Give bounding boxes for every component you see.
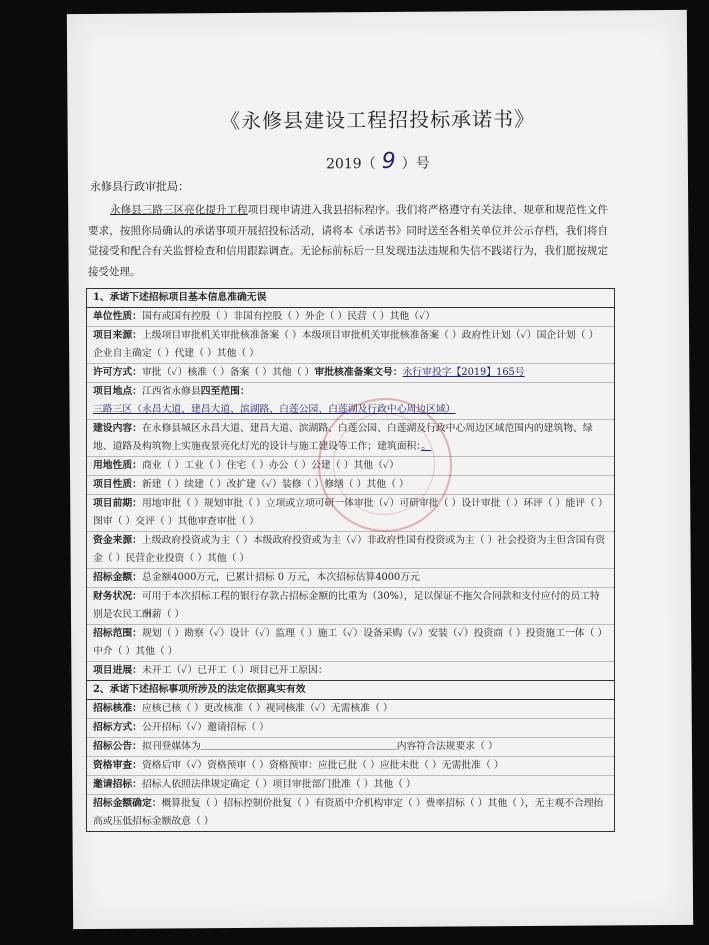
table-row: [87, 476, 614, 495]
table-row: [87, 364, 614, 383]
row-value: 规划（ ）勘察（✓）设计（✓）监理（ ）施工（✓）设备采购（✓）安装（✓）投资商（ ）投资施工一体（ ）中介（ ）其他（ ）: [93, 628, 608, 657]
table-row: [87, 383, 614, 420]
row-value: 审批（✓）核准（ ）备案（ ）其他（ ）: [141, 367, 315, 378]
row-key: 招标金额：: [93, 572, 142, 583]
row-key: 项目前期：: [93, 498, 142, 509]
table-row: [87, 327, 614, 364]
row-key-2: 四至范围：: [200, 386, 250, 397]
row-key: 建设内容：: [93, 423, 142, 434]
row-key: 项目性质：: [93, 479, 142, 490]
row-value: 在永修县城区永昌大道、建昌大道、滨湖路、白莲公园、白莲湖及行政中心周边区域范围内的建筑物、绿地、道路及构筑物上实施夜景亮化灯光的设计与施工建设等工作；建筑面积：: [93, 423, 593, 452]
row-value: 用地审批（ ）规划审批（ ）立项或立项可研一体审批（✓）可研审批（ ）设计审批（ ）环评（ ）能评（ ）图审（ ）交评（ ）其他审查审批（ ）: [93, 498, 608, 527]
project-name: 永修县三路三区亮化提升工程: [110, 204, 248, 216]
commitment-table: [86, 288, 615, 832]
addressee: 永修县行政审批局：: [90, 180, 189, 193]
row-value: 总金额4000万元，已累计招标 0 万元，本次招标估算4000万元: [141, 572, 420, 583]
number-prefix: 2019（: [325, 156, 376, 173]
row-key: 资格审查：: [93, 760, 142, 771]
row-value: 上级政府投资或为主（ ）本级政府投资或为主（✓）非政府性国有投资或为主（ ）社会投资为主但含国有资金（ ）民营企业投资（ ）其他（ ）: [93, 535, 606, 564]
row-value: 国有或国有控股（ ）非国有控股（ ）外企（ ）民营（ ）其他（✓）: [141, 311, 436, 322]
row-key: 用地性质：: [93, 460, 142, 471]
table-row: [87, 569, 614, 588]
row-value: 资格后审（✓）资格预审（ ）资格预审：应批已批（ ）应批未批（ ）无需批准（ ）: [141, 760, 504, 771]
row-key: 招标公告：: [93, 741, 142, 752]
document-title: 《永修县建设工程招投标承诺书》: [219, 106, 536, 134]
row-value: 可用于本次招标工程的银行存款占招标金额的比重为（30%），足以保证不拖欠合同款和支付应付的员工特别是农民工酬薪（ ）: [93, 591, 600, 620]
row-key: 招标金额确定：: [93, 798, 162, 809]
section2-heading: 2、承诺下述招标事项所涉及的法定依据真实有效: [87, 680, 614, 700]
row-value: 上级项目审批机关审批核准备案（ ）本级项目审批机关审批核准备案（ ）政府性计划（✓）国企计划（ ）企业自主确定（ ）代建（ ）其他（ ）: [93, 330, 599, 359]
body-rest: 项目现申请进入我县招标程序。我们将严格遵守有关法律、规章和规范性文件要求，按照你局确认的承诺事项开展招投标活动，请将本《承诺书》同时送至各相关单位并公示存档，我们将自觉接受和配合有关监督检查和信用跟踪调查。无论标前标后一旦发现违法违规和失信不践诺行为，我们愿按规定接受处理。: [88, 204, 609, 278]
row-value: 公开招标（✓）邀请招标（ ）: [141, 722, 269, 733]
row-value: 新建（ ）续建（ ）改扩建（✓）装修（ ）修缮（ ）其他（ ）: [141, 479, 409, 490]
table-row: [87, 625, 614, 662]
row-key: 邀请招标：: [93, 779, 142, 790]
row-key: 资金来源：: [93, 535, 142, 546]
table-row: [87, 776, 614, 795]
row-value: 商业（ ）工业（ ）住宅（ ）办公（ ）公建（ ）其他（✓）: [141, 460, 399, 471]
row-value: 未开工（✓）已开工（ ）项目已开工原因：: [141, 665, 328, 676]
row-key: 项目地点：: [93, 386, 142, 397]
section1-heading: 1、承诺下述招标项目基本信息准确无误: [87, 289, 614, 308]
section1-rows: [87, 308, 614, 680]
table-row: [87, 308, 614, 327]
table-row: [87, 662, 614, 680]
row-key: 单位性质：: [93, 311, 142, 322]
table-row: [87, 795, 614, 831]
table-row: [87, 738, 614, 757]
number-handwritten: 9: [381, 148, 396, 174]
row-value: 应核已核（ ）更改核准（ ）视同核准（✓）无需核准（ ）: [141, 703, 393, 714]
table-row: [87, 532, 614, 569]
table-row: [87, 588, 614, 625]
table-row: [87, 757, 614, 776]
row-value-2: 三路三区（永昌大道、建昌大道、滨湖路、白莲公园、白莲湖及行政中心周边区域）: [93, 404, 456, 415]
row-key: 招标方式：: [93, 722, 142, 733]
row-value: 拟刊登媒体为＿＿＿＿＿＿＿＿＿＿＿＿＿＿＿＿＿＿＿＿内容符合法规要求（ ）: [141, 741, 498, 752]
row-key: 招标核准：: [93, 703, 142, 714]
table-row: [87, 420, 614, 457]
row-value-2: 。: [421, 441, 431, 452]
row-value-2: 永行审投字【2019】165号: [402, 367, 525, 378]
table-row: [87, 495, 614, 532]
table-row: [87, 719, 614, 738]
body-paragraph: [88, 200, 608, 282]
row-key: 许可方式：: [93, 367, 142, 378]
row-key: 项目来源：: [93, 330, 142, 341]
row-key: 招标范围：: [93, 628, 142, 639]
section2-rows: [87, 700, 614, 831]
table-row: [87, 457, 614, 476]
row-value: 概算批复（ ）招标控制价批复（ ）有资质中介机构审定（ ）费率招标（ ）其他（ ），无主观不合理抬高或压低招标金额故意（ ）: [93, 798, 604, 827]
row-value: 招标人依照法律规定确定（ ）项目审批部门批准（ ）其他（ ）: [141, 779, 416, 790]
row-key: 财务状况：: [93, 591, 142, 602]
table-row: [87, 700, 614, 719]
row-key: 项目进展：: [93, 665, 142, 676]
number-suffix: ）号: [401, 155, 430, 172]
document-number: [68, 147, 688, 176]
row-key-2: 审批核准备案文号：: [314, 367, 403, 378]
row-value: 江西省永修县: [141, 386, 201, 397]
